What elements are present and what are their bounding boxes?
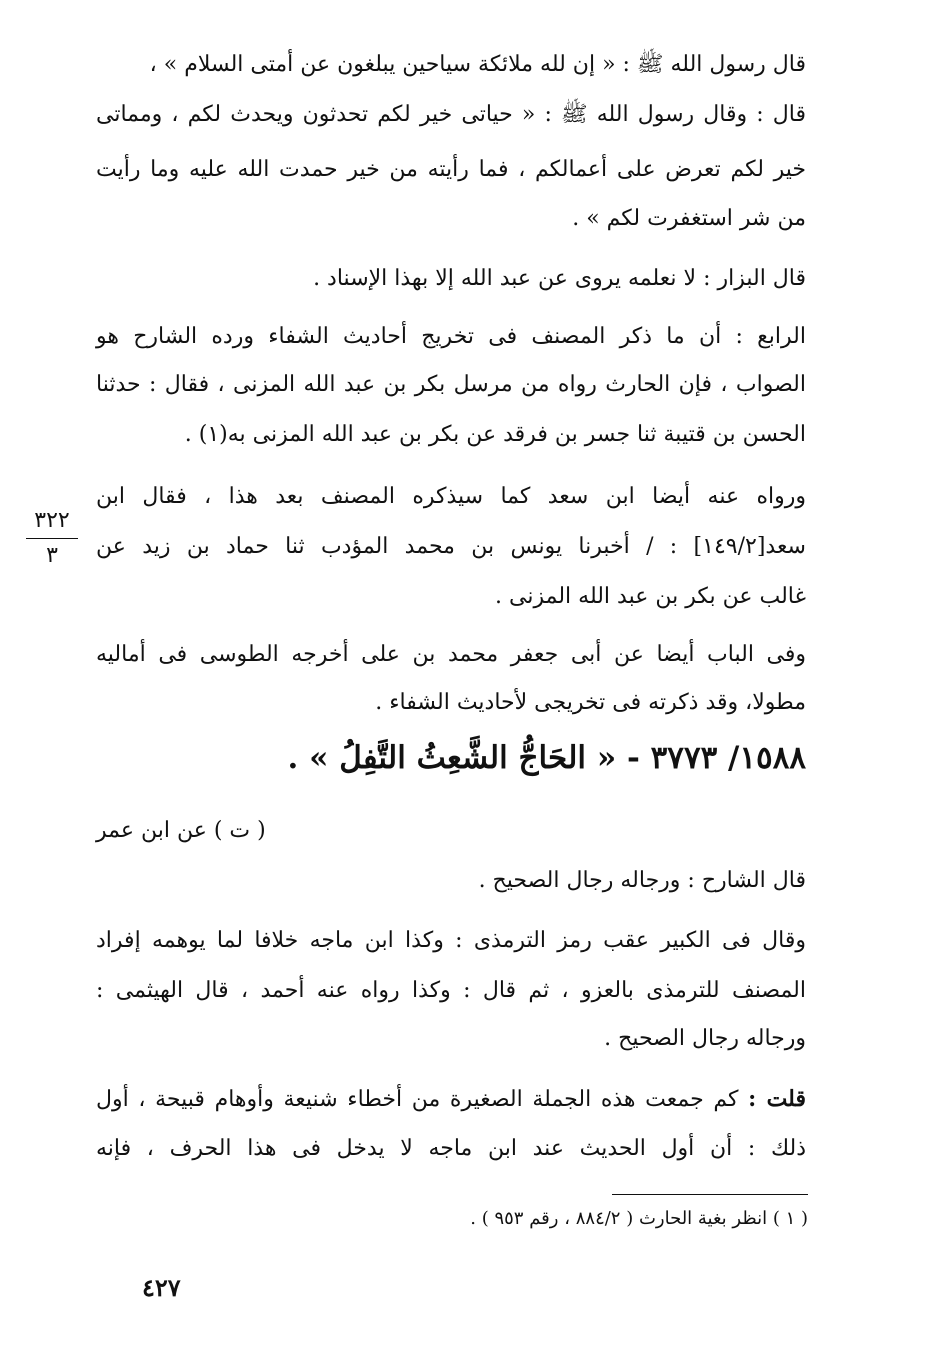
margin-reference [22, 508, 82, 569]
text-line: قال رسول الله ﷺ : « إن لله ملائكة سياحين يبلغون عن أمتى السلام » ، [149, 52, 806, 77]
text-line [96, 1084, 806, 1115]
text-line: سعد[١٤٩/٢] : / أخبرنا يونس بن محمد المؤدب ثنا حماد بن زيد عن [96, 534, 806, 559]
text-line: ذلك : أن أول الحديث عند ابن ماجه لا يدخل فى هذا الحرف ، فإنه [96, 1136, 806, 1161]
margin-reference-top: ٣٢٢ [34, 508, 70, 533]
text-line: غالب عن بكر بن عبد الله المزنى . [495, 584, 806, 609]
text-line: الصواب ، فإن الحارث رواه من مرسل بكر بن عبد الله المزنى ، فقال : حدثنا [96, 372, 806, 397]
text-line: المصنف للترمذى بالعزو ، ثم قال : وكذا رواه عنه أحمد ، قال الهيثمى : [96, 978, 806, 1003]
text-line: خير لكم تعرض على أعمالكم ، فما رأيته من خير حمدت الله عليه وما رأيت [96, 157, 806, 182]
margin-reference-bottom: ٣ [46, 543, 58, 568]
text-line: وفى الباب أيضا عن أبى جعفر محمد بن على أخرجه الطوسى فى أماليه [96, 642, 806, 667]
text-line: قال البزار : لا نعلمه يروى عن عبد الله إلا بهذا الإسناد . [313, 266, 806, 291]
page-number: ٤٢٧ [142, 1273, 181, 1302]
footnote: ( ١ ) انظر بغية الحارث ( ٨٨٤/٢ ، رقم ٩٥٣ ) . [470, 1208, 808, 1229]
text-line: من شر استغفرت لكم » . [572, 206, 806, 231]
text-line: وقال فى الكبير عقب رمز الترمذى : وكذا ابن ماجه خلافا لما يوهمه إفراد [96, 928, 806, 953]
text-segment: كم جمعت هذه الجملة الصغيرة من أخطاء شنيعة وأوهام قبيحة ، أول [96, 1087, 749, 1112]
text-line: قال : وقال رسول الله ﷺ : « حياتى خير لكم تحدثون ويحدث لكم ، ومماتى [96, 102, 806, 127]
text-line: قال الشارح : ورجاله رجال الصحيح . [478, 868, 806, 893]
source-line: ( ت ) عن ابن عمر [96, 818, 266, 843]
text-line: الحسن بن قتيبة ثنا جسر بن فرقد عن بكر بن عبد الله المزنى به(١) . [184, 422, 806, 447]
text-line: ورواه عنه أيضا ابن سعد كما سيذكره المصنف بعد هذا ، فقال ابن [96, 484, 806, 509]
footnote-rule [612, 1194, 808, 1195]
margin-reference-rule [26, 538, 78, 539]
hadith-heading: ١٥٨٨/ ٣٧٧٣ - « الحَاجُّ الشَّعِثُ التَّفِلُ » . [287, 740, 806, 776]
text-line: ورجاله رجال الصحيح . [604, 1026, 806, 1051]
qultu-lead: قلت : [748, 1086, 806, 1112]
text-line: الرابع : أن ما ذكر المصنف فى تخريج أحاديث الشفاء ورده الشارح هو [96, 324, 806, 349]
text-line: مطولا، وقد ذكرته فى تخريجى لأحاديث الشفاء . [375, 690, 806, 715]
